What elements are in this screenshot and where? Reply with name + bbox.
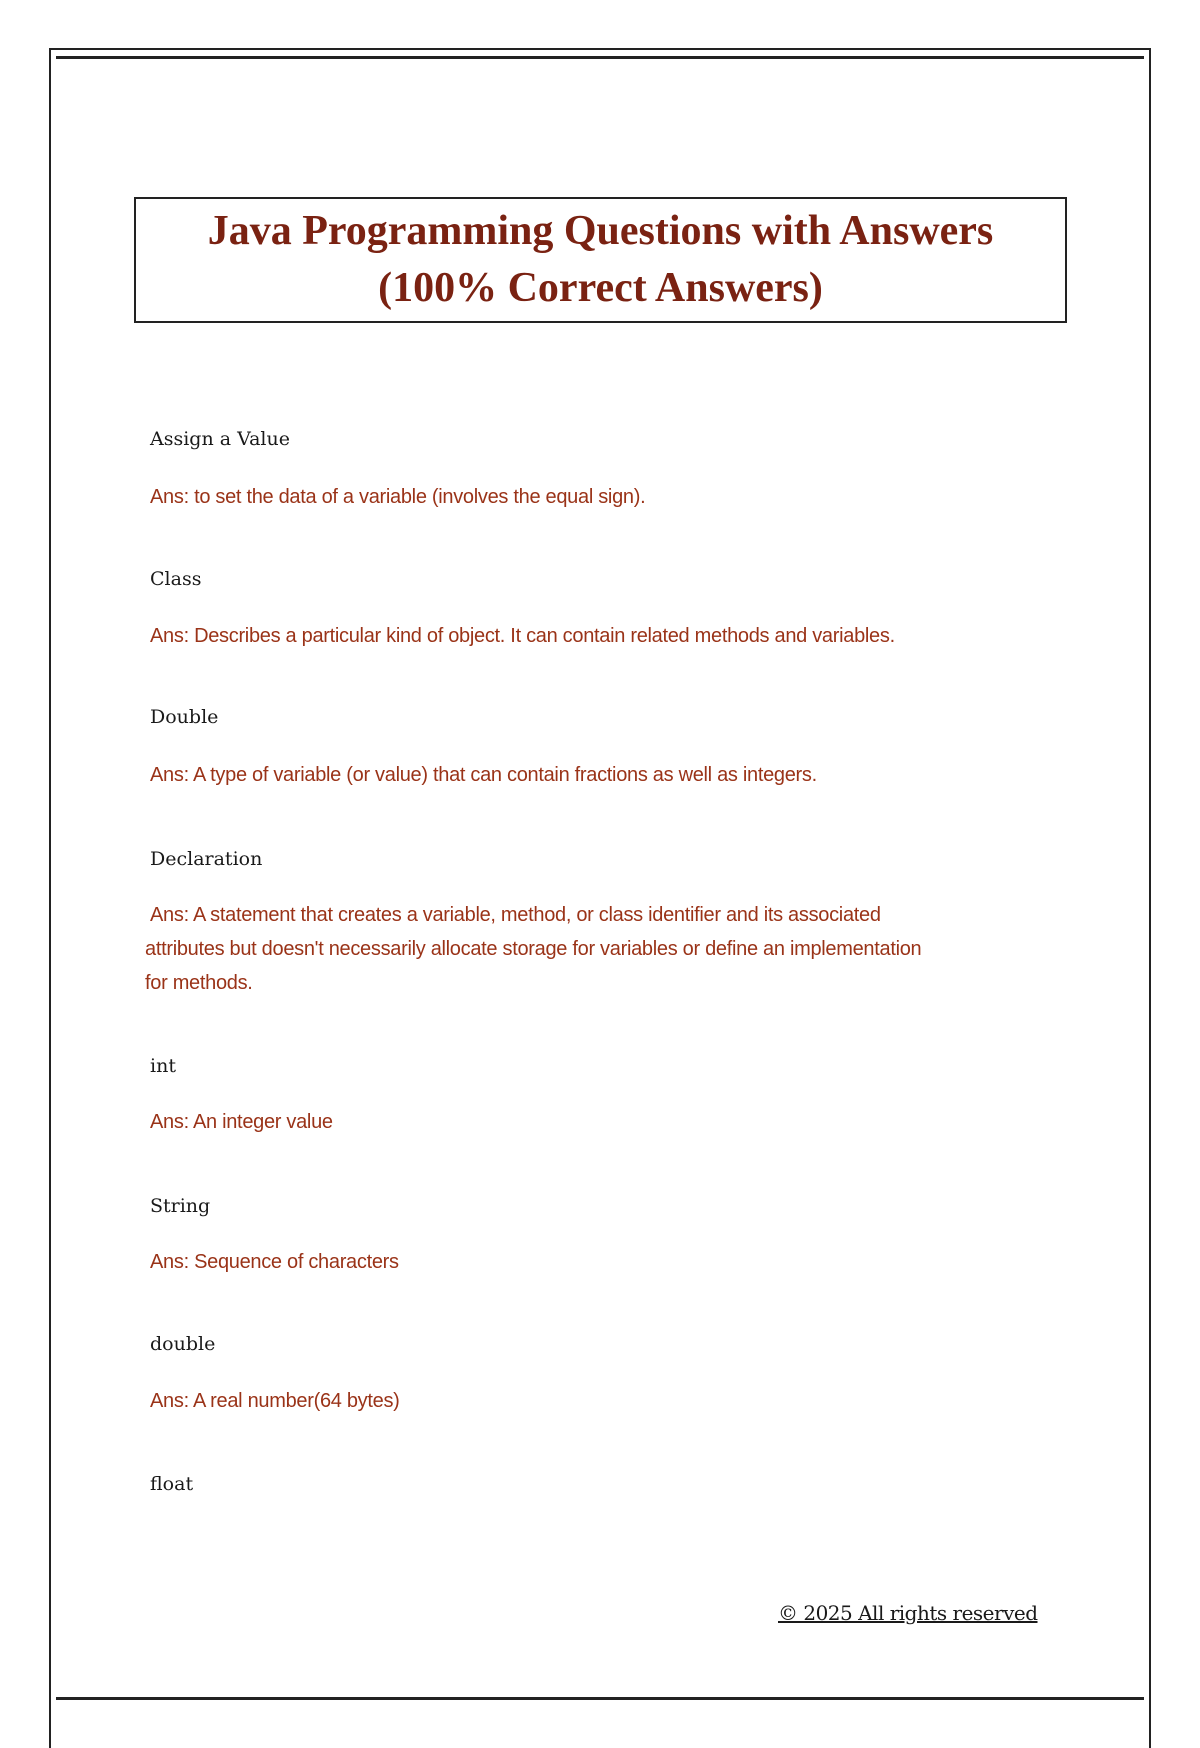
term-label: double bbox=[150, 1333, 216, 1355]
title-box bbox=[134, 197, 1067, 323]
answer-line: for methods. bbox=[145, 972, 253, 994]
term-label: Double bbox=[150, 706, 219, 728]
answer-text: Ans: A real number(64 bytes) bbox=[150, 1390, 400, 1412]
answer-text bbox=[145, 898, 921, 1000]
title-line-1: Java Programming Questions with Answers bbox=[207, 208, 994, 254]
answer-line: attributes but doesn't necessarily allocate storage for variables or define an implementation bbox=[145, 938, 922, 960]
answer-text: Ans: A type of variable (or value) that can contain fractions as well as integers. bbox=[150, 764, 817, 786]
term-label: String bbox=[150, 1195, 211, 1217]
answer-text: Ans: to set the data of a variable (involves the equal sign). bbox=[150, 486, 646, 508]
answer-text: Ans: Describes a particular kind of object. It can contain related methods and variables. bbox=[150, 625, 895, 647]
answer-text: Ans: An integer value bbox=[150, 1111, 333, 1133]
answer-line: Ans: A statement that creates a variable, method, or class identifier and its associated bbox=[150, 904, 881, 926]
answer-text: Ans: Sequence of characters bbox=[150, 1251, 399, 1273]
term-label: int bbox=[150, 1055, 176, 1077]
term-label: Class bbox=[150, 568, 202, 590]
term-label: float bbox=[150, 1473, 194, 1495]
copyright-footer: © 2025 All rights reserved bbox=[778, 1601, 1038, 1625]
top-rule bbox=[56, 56, 1144, 59]
title-line-2: (100% Correct Answers) bbox=[378, 265, 823, 311]
term-label: Declaration bbox=[150, 848, 263, 870]
term-label: Assign a Value bbox=[150, 428, 290, 450]
